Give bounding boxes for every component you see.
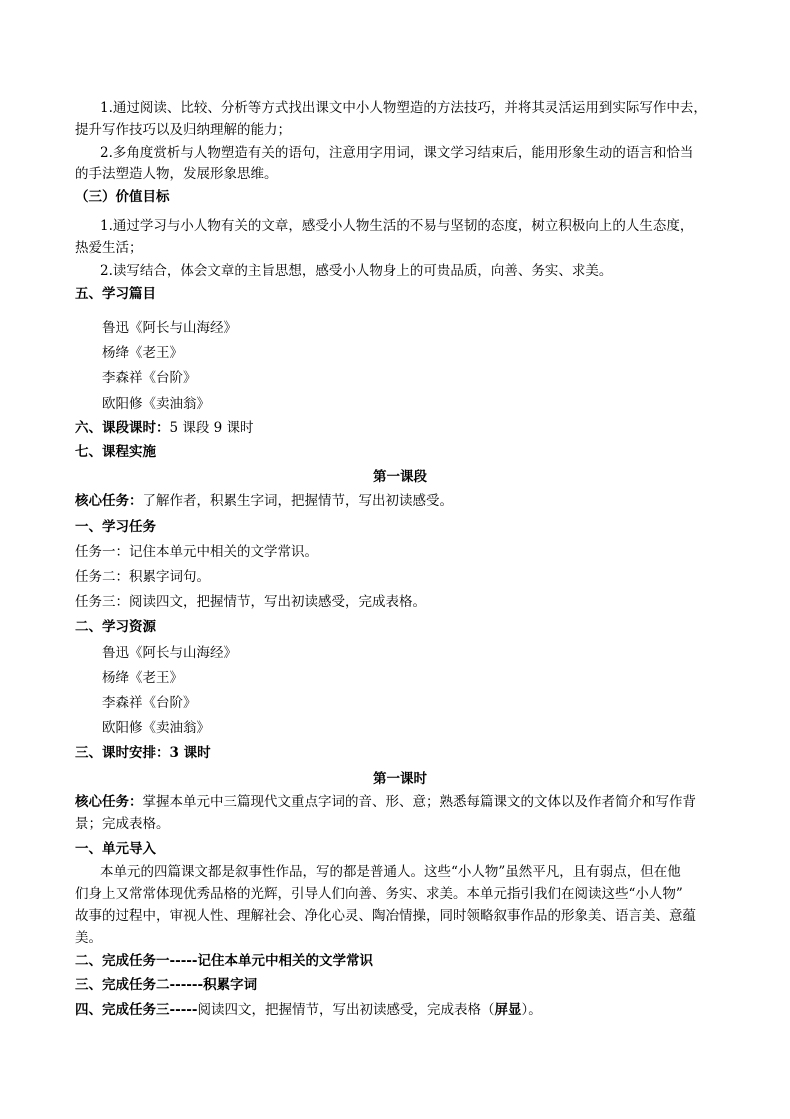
- task-three-suffix: 屏显: [494, 1002, 522, 1018]
- task-item: 任务三：阅读四文，把握情节，写出初读感受，完成表格。: [75, 594, 426, 610]
- task-three-label: 四、完成任务三-----: [75, 1002, 198, 1018]
- schedule-line: [75, 743, 725, 763]
- task-item: 任务一：记住本单元中相关的文学常识。: [75, 544, 318, 560]
- resource-list-item: 欧阳修《卖油翁》: [102, 720, 210, 736]
- lesson-one-title: 第一课时: [373, 771, 427, 787]
- reading-list-item: 李森祥《台阶》: [102, 370, 197, 386]
- core-task-text: 了解作者，积累生字词，把握情节，写出初读感受。: [142, 493, 453, 509]
- value-goal-1-cont: 热爱生活；: [75, 240, 143, 256]
- skill-goal-2: 2.多角度赏析与人物塑造有关的语句，注意用字用词，课文学习结束后，能用形象生动的语言和恰当: [100, 145, 694, 161]
- resource-list-item: 杨绛《老王》: [102, 670, 183, 686]
- skill-goal-1-cont: 提升写作技巧以及归纳理解的能力；: [75, 122, 291, 138]
- schedule-label: 三、课时安排：: [75, 745, 170, 761]
- resource-list-item: 李森祥《台阶》: [102, 695, 197, 711]
- lesson-core-task-line: [75, 792, 725, 812]
- task-three-text: 阅读四文，把握情节，写出初读感受，完成表格: [197, 1002, 482, 1018]
- unit-intro-heading: 一、单元导入: [75, 841, 156, 857]
- unit-intro-para: 本单元的四篇课文都是叙事性作品，写的都是普通人。这些“小人物”虽然平凡，且有弱点，但在他: [100, 864, 681, 880]
- learning-resource-heading: 二、学习资源: [75, 619, 156, 635]
- value-goal-heading: （三）价值目标: [75, 189, 170, 205]
- section-six-label: 六、课段课时：: [75, 420, 170, 436]
- lesson-core-task-label: 核心任务：: [75, 794, 143, 810]
- reading-list-item: 杨绛《老王》: [102, 345, 183, 361]
- skill-goal-1: 1.通过阅读、比较、分析等方式找出课文中小人物塑造的方法技巧，并将其灵活运用到实际写作中去，: [100, 100, 707, 116]
- section-seven-heading: 七、课程实施: [75, 444, 156, 460]
- core-task-label: 核心任务：: [75, 493, 143, 509]
- task-two-heading: 三、完成任务二------积累字词: [75, 977, 258, 993]
- unit-intro-cont: 故事的过程中，审视人性、理解社会、净化心灵、陶冶情操，同时领略叙事作品的形象美、语言美、意蕴: [75, 908, 696, 924]
- reading-list-item: 鲁迅《阿长与山海经》: [102, 320, 237, 336]
- schedule-value: 3 课时: [169, 745, 211, 761]
- section-six-value: 5 课段 9 课时: [169, 420, 254, 436]
- learning-task-heading: 一、学习任务: [75, 519, 156, 535]
- task-one-heading: 二、完成任务一-----记住本单元中相关的文学常识: [75, 953, 374, 969]
- section-six-line: [75, 418, 725, 438]
- segment-one-title: 第一课段: [373, 469, 427, 485]
- task-three-paren-close: ）。: [521, 1002, 542, 1018]
- task-item: 任务二：积累字词句。: [75, 569, 210, 585]
- value-goal-2: 2.读写结合，体会文章的主旨思想，感受小人物身上的可贵品质，向善、务实、求美。: [100, 263, 613, 279]
- section-five-heading: 五、学习篇目: [75, 286, 156, 302]
- unit-intro-cont: 美。: [75, 930, 102, 946]
- lesson-core-task-cont: 景；完成表格。: [75, 816, 170, 832]
- unit-intro-cont: 们身上又常常体现优秀品格的光辉，引导人们向善、务实、求美。本单元指引我们在阅读这些“小人物”: [75, 886, 683, 902]
- task-three-line: [75, 1000, 725, 1020]
- skill-goal-2-cont: 的手法塑造人物，发展形象思维。: [75, 166, 278, 182]
- lesson-core-task-text: 掌握本单元中三篇现代文重点字词的音、形、意；熟悉每篇课文的文体以及作者简介和写作背: [142, 794, 696, 810]
- resource-list-item: 鲁迅《阿长与山海经》: [102, 645, 237, 661]
- task-three-paren-open: （: [481, 1002, 495, 1018]
- core-task-line: [75, 491, 725, 511]
- value-goal-1: 1.通过学习与小人物有关的文章，感受小人物生活的不易与坚韧的态度，树立积极向上的人生态度，: [100, 218, 694, 234]
- reading-list-item: 欧阳修《卖油翁》: [102, 396, 210, 412]
